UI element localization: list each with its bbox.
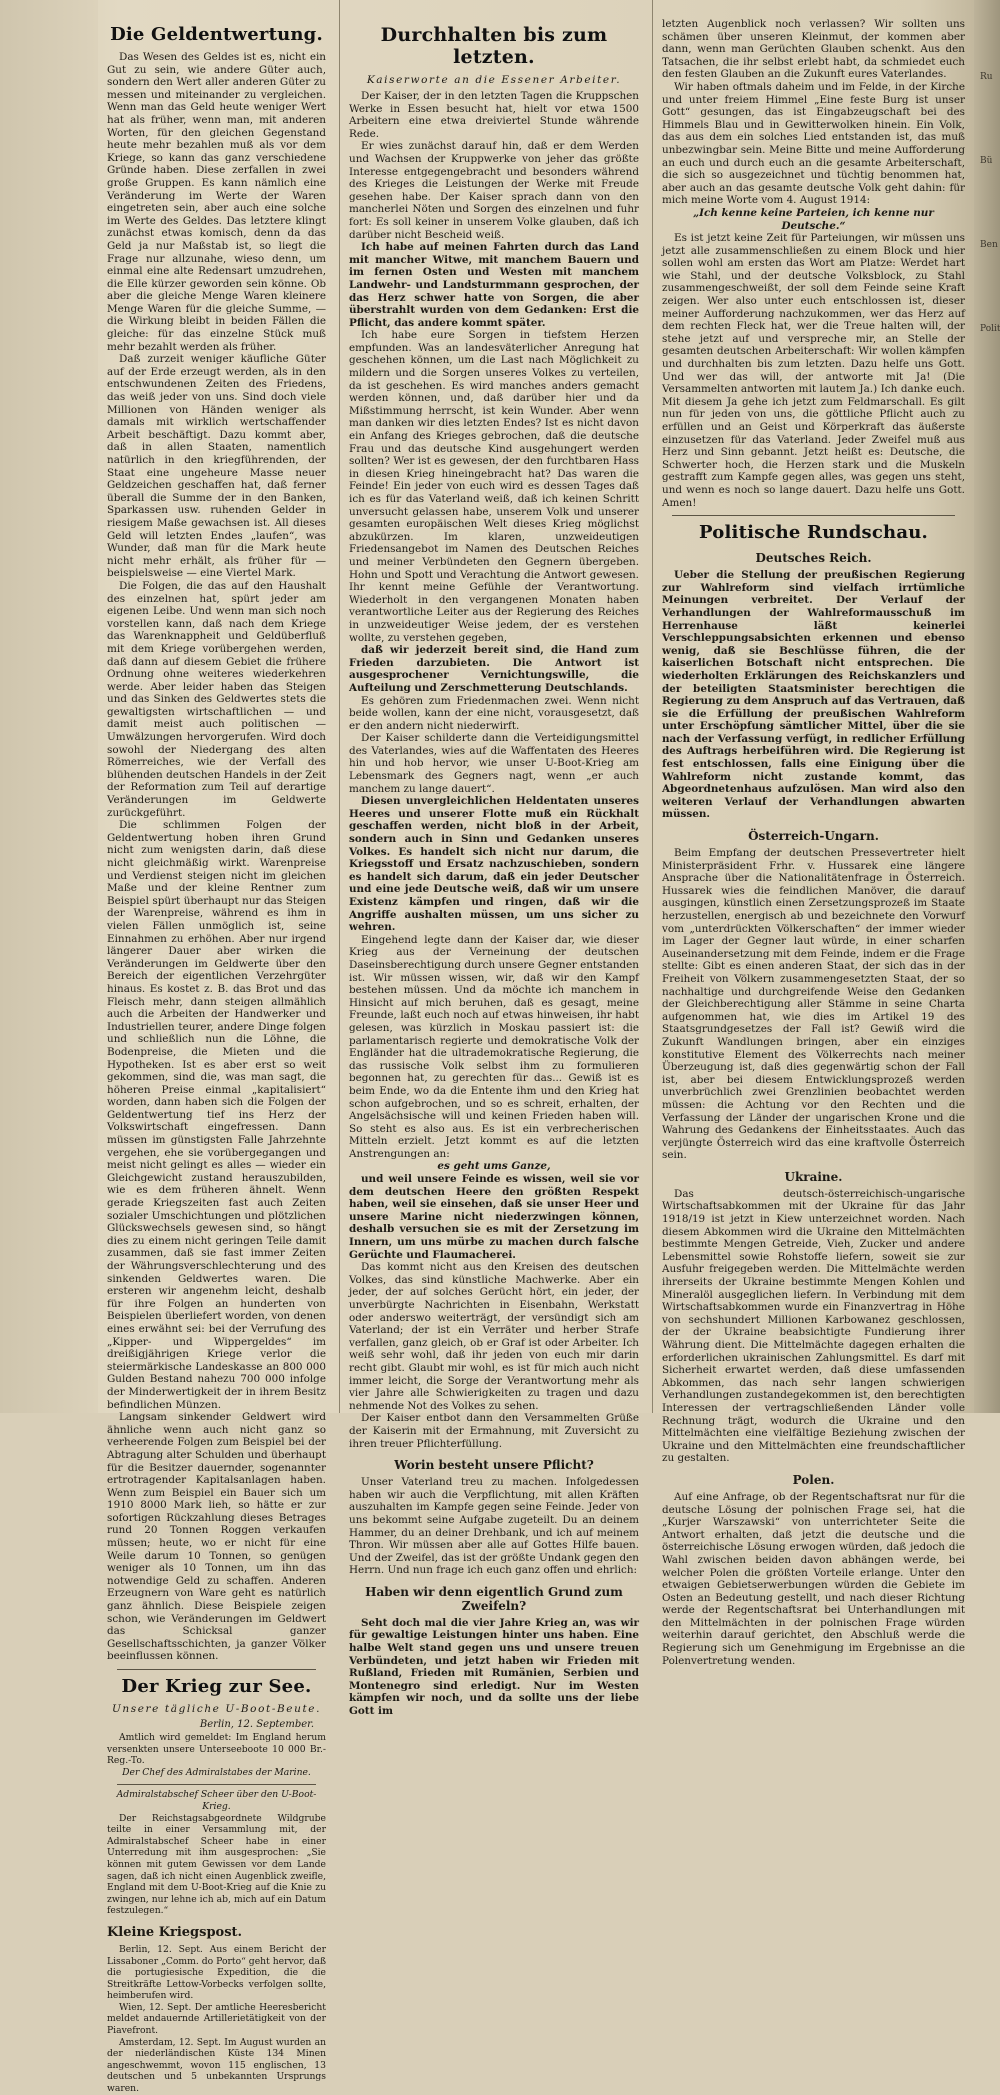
page-margin [0, 0, 98, 1413]
paragraph: Das kommt nicht aus den Kreisen des deutschen Volkes, das sind künstliche Machwerke. Aber ein jeder, der auf solches Gerücht hört, ein jeder, der unverbürgte Nachrichten in Eisenbahn, Werkstatt oder anderswo weiterträgt, der versündigt sich am Vaterland; der ist ein Verräter und herber Strafe verfallen, ganz gleich, ob er Graf ist oder Arbeiter. Ich weiß sehr wohl, daß ihr jeden von euch mir darin recht gibt. Glaubt mir wohl, es ist für mich auch nicht immer leicht, die Sorge der Verantwortung mehr als vier Jahre alle Schwierigkeiten zu tragen und dazu nehmende Not des Volkes zu sehen. [349, 1261, 639, 1412]
article-title-politische-rundschau: Politische Rundschau. [699, 522, 928, 544]
paragraph-emphasis: und weil unsere Feinde es wissen, weil sie vor dem deutschen Heere den größten Respekt haben, weil sie einsehen, daß sie unser Heer und unsere Marine nicht niederzwingen können, deshalb versuchen sie es mit der Zersetzung im Innern, um uns mürbe zu machen durch falsche Gerüchte und Flaumacherei. [349, 1173, 639, 1261]
paragraph: Eingehend legte dann der Kaiser dar, wie dieser Krieg aus der Verneinung der deutschen Daseinsberechtigung durch unsere Gegner entstanden ist. Wir müssen wissen, wir, daß wir den Kampf bestehen müssen. Und da möchte ich manchem in Hinsicht auf mich beruhen, daß es gesagt, meine Freunde, laßt euch noch auf etwas hinweisen, ihr habt gelesen, was kürzlich in Moskau passiert ist: die parlamentarisch regierte und demokratische Volk der Engländer hat die ultrademokratische Regierung, die das russische Volk selbst ihm zu formulieren begonnen hat, zu gerechten für das... Gewiß ist es beim Ende, wo da die Entente ihm und den Krieg hat schon aufgebrochen, und so es schreit, erhalten, der Angelsächsische will und keinen Frieden haben will. So steht es also aus. Es ist ein verbrecherischen Mitteln erzielt. Jetzt kommt es auf die letzten Anstrengungen an: [349, 933, 639, 1160]
edge-text: Ben [980, 240, 998, 250]
paragraph-emphasis: Ueber die Stellung der preußischen Regierung zur Wahlreform sind vielfach irrtümliche Meinungen verbreitet. Der Verlauf der Verhandlungen der Wahlreformausschuß im Herrenhause läßt keinerlei Verschleppungsabsichten erkennen und ebenso wenig, daß sie Beschlüsse führen, die der kaiserlichen Botschaft nicht entsprechen. Die wiederholten Erklärungen des Reichskanzlers und der beteiligten Staatsminister berechtigen die Regierung zu dem Anspruch auf das Vertrauen, daß sie die Erfüllung der preußischen Wahlreform unter Erschöpfung sämtlicher Mittel, über die sie nach der Verfassung verfügt, in redlicher Erfüllung des Auftrags herbeiführen wird. Die Regierung ist fest entschlossen, falls eine Einigung über die Wahlreform nicht zustande kommt, das Abgeordnetenhaus aufzulösen. Man wird also den weiteren Verlauf der Verhandlungen abwarten müssen. [662, 569, 965, 821]
paragraph: Wir haben oftmals daheim und im Felde, in der Kirche und unter freiem Himmel „Eine feste Burg ist unser Gott“ gesungen, das ist Eingabzeugschaft bei des Himmels Blau und in Gewitterwolken hinein. Ein Volk, das aus dem ein solches Lied entstanden ist, das muß unbezwingbar sein. Meine Bitte und meine Aufforderung an euch und durch euch an die gesamte Arbeiterschaft, die sich so ausgezeichnet und tüchtig benommen hat, aber auch an das gesamte deutsche Volk geht dahin: für mich meine Worte vom 4. August 1914: [662, 80, 965, 207]
section-heading-kriegspost: Kleine Kriegspost. [107, 1924, 243, 1940]
paragraph: Die schlimmen Folgen der Geldentwertung hoben ihren Grund nicht zum wenigsten darin, daß diese nicht gleichmäßig wirkt. Warenpreise und Verdienst steigen nicht im gleichen Maße und der kleine Rentner zum Beispiel spürt überhaupt nur das Steigen der Warenpreise, während es ihm in vielen Fällen unmöglich ist, seine Einnahmen zu erhöhen. Aber nur irgend längerer Dauer aber wirken die Veränderungen im Geldwerte über den Bereich der eigentlichen Verzehrgüter hinaus. Es kostet z. B. das Brot und das Fleisch mehr, dann steigen allmählich auch die Arbeiten der Handwerker und Industriellen teurer, andere Dinge folgen und schließlich nun die Löhne, die Bodenpreise, die Mieten und die Hypotheken. Ist es aber erst so weit gekommen, sind die, was man sagt, die höheren Preise einmal „kapitalisiert“ worden, dann haben sich die Folgen der Geldentwertung tief ins Herz der Volkswirtschaft eingefressen. Dann müssen im günstigsten Falle Jahrzehnte vergehen, ehe sie vorübergegangen und meist nicht gelingt es alles — wieder ein Gleichgewicht zustand herauszubilden, wie es dem früheren ähnelt. Wenn gerade Kriegszeiten fast auch Zeiten sozialer Umschichtungen und plötzlichen Glückswechsels gewesen sind, so hängt dies zu einem nicht geringen Teile damit zusammen, daß sie fast immer Zeiten der Währungsverschlechterung und des sinkenden Geldwertes waren. Die ersteren wir angenehm leicht, deshalb für ihre Folgen an hunderten von Beispielen überliefert worden, von denen eines erwähnt sei: bei der Verrufung des „Kipper- und Wippergeldes“ im dreißigjährigen Kriege verlor die steiermärkische Landeskasse an 800 000 Gulden Bestand nahezu 700 000 infolge der Minderwertigkeit der in ihrem Besitz befindlichen Münzen. [107, 819, 326, 1411]
section-heading-zweifeln: Haben wir denn eigentlich Grund zum Zweifeln? [365, 1584, 623, 1613]
article-title-durchhalten: Durchhalten bis zum letzten. [380, 24, 608, 68]
section-heading-oesterreich-ungarn: Österreich-Ungarn. [748, 829, 879, 844]
paragraph: Ich habe eure Sorgen in tiefstem Herzen empfunden. Was an landesväterlicher Anregung hat geschehen können, um die Last nach Möglichkeit zu mildern und die Sorgen unseres Volkes zu verteilen, da ist geschehen. Es wird manches anders gemacht werden können, und, daß darüber hier und da Mißstimmung herrscht, ist kein Wunder. Aber wenn man danken wir dies letzten Endes? Ist es nicht davon ein Anfang des Krieges gebrochen, daß die deutsche Frau und das deutsche Kind ausgehungert werden sollten? Wer ist es gewesen, der den furchtbaren Hass in diesen Krieg hineingebracht hat? Das waren die Feinde! Ein jeder von euch wird es dessen Tages daß ich es für das Vaterland weiß, daß ich keinen Schritt unversucht gelassen habe, unserem Volk und unserer gesamten europäischen Welt dieses Krieg möglichst abzukürzen. Im klaren, unzweideutigen Friedensangebot im Namen des Deutschen Reiches und meiner Verbündeten den Gegnern übergeben. Hohn und Spott und Verachtung die Antwort gewesen. Ihr kennt meine Gefühle der Verantwortung. Wiederholt in den vergangenen Monaten haben verantwortliche Leiter aus der Regierung des Reiches in unzweideutiger Weise jedem, der es verstehen wollte, zu verstehen gegeben, [349, 329, 639, 644]
paragraph-emphasis: Seht doch mal die vier Jahre Krieg an, was wir für gewaltige Leistungen hinter uns haben. Eine halbe Welt stand gegen uns und unsere treuen Verbündeten, und jetzt haben wir Frieden mit Rußland, Frieden mit Rumänien, Serbien und Montenegro sind erledigt. Nur im Westen kämpfen wir noch, und da sollte uns der liebe Gott im [349, 1616, 639, 1718]
column-middle [339, 0, 648, 1718]
paragraph: Daß zurzeit weniger käufliche Güter auf der Erde erzeugt werden, als in den entschwundenen Zeiten des Friedens, das weiß jeder von uns. Sind doch viele Millionen von Händen weniger als damals mit wirklich wertschaffender Arbeit beschäftigt. Dazu kommt aber, daß in allen Staaten, namentlich natürlich in den kriegführenden, der Staat eine ungeheure Masse neuer Geldzeichen geschaffen hat, daß ferner überall die Summe der in den Banken, Sparkassen usw. ruhenden Gelder in riesigem Maße gewachsen ist. All dieses Geld will letzten Endes „laufen“, was Wunder, daß man für die Mark heute nicht mehr erhält, als früher für — beispielsweise — eine Viertel Mark. [107, 353, 326, 580]
paragraph-emphasis: daß wir jederzeit bereit sind, die Hand zum Frieden darzubieten. Die Antwort ist ausgesprochener Vernichtungswille, die Aufteilung und Zerschmetterung Deutschlands. [349, 644, 639, 694]
divider [117, 1784, 316, 1785]
section-heading-pflicht: Worin besteht unsere Pflicht? [394, 1458, 594, 1473]
paragraph: Der Kaiser schilderte dann die Verteidigungsmittel des Vaterlandes, wies auf die Waffentaten des Heeres hin und hob hervor, wie unser U-Boot-Krieg am Lebensmark des Gegners nagt, wenn „er auch manchem zu lange dauert“. [349, 732, 639, 795]
paragraph: Das deutsch-österreichisch-ungarische Wirtschaftsabkommen mit der Ukraine für das Jahr 1918/19 ist jetzt in Kiew unterzeichnet worden. Nach diesem Abkommen wird die Ukraine den Mittelmächten bestimmte Mengen Getreide, Vieh, Zucker und andere Lebensmittel sowie Rohstoffe liefern, soweit sie zur Ausfuhr freigegeben werden. Die Mittelmächte werden ihrerseits der Ukraine bestimmte Mengen Kohlen und Mineralöl ausgeglichen liefern. In Verbindung mit dem Wirtschaftsabkommen wurde ein Finanzvertrag in Höhe von sechshundert Millionen Karbowanez geschlossen, der der Ukraine beabsichtigte Fundierung ihrer Währung dient. Die Mittelmächte dagegen erhalten die erforderlichen ukrainischen Zahlungsmittel. Es darf mit Sicherheit erwartet werden, daß diese umfassenden Abkommen, das nach sehr langen schwierigen Verhandlungen zustandegekommen ist, den berechtigten Interessen der vertragschließenden Länder volle Rechnung trägt, wodurch die Ukraine und den Mittelmächten eine vielfältige Beziehung zwischen der Ukraine und den Mittelmächten eine freundschaftlicher zu gestalten. [662, 1187, 965, 1465]
article-title-krieg-zur-see: Der Krieg zur See. [121, 1676, 312, 1697]
paragraph: Amtlich wird gemeldet: Im England herum versenkten unsere Unterseeboote 10 000 Br.-Reg.-To. [107, 1732, 326, 1767]
paragraph: Das Wesen des Geldes ist es, nicht ein Gut zu sein, wie andere Güter auch, sondern den Wert aller anderen Güter zu messen und miteinander zu vergleichen. Wenn man das Geld heute weniger Wert hat als früher, wenn man, mit anderen Worten, für den gleichen Gegenstand heute mehr bezahlen muß als vor dem Kriege, so kann das ganz verschiedene Gründe haben. Diese zerfallen in zwei große Gruppen. Es kann nämlich eine Veränderung im Werte der Waren eingetreten sein, aber auch eine solche im Werte des Geldes. Das letztere klingt zunächst etwas komisch, denn da das Geld ja nur Maßstab ist, so liegt die Frage nur allzunahe, wieso denn, um einmal eine alte Redensart umzudrehen, die Elle kürzer geworden sein könne. Ob aber die gleiche Menge Waren kleinere Menge Waren für die gleiche Summe, — die Wirkung bleibt in beiden Fällen die gleiche: für das einzelne Stück muß mehr bezahlt werden als früher. [107, 51, 326, 353]
dateline: Berlin, 12. September. [199, 1719, 314, 1730]
paragraph: Auf eine Anfrage, ob der Regentschaftsrat nur für die deutsche Lösung der polnischen Frage sei, hat die „Kurjer Warszawski“ von unterrichteter Seite die Antwort erhalten, daß jetzt die deutsche und die österreichische Lösung erwogen würden, daß jedoch die Wahl zwischen beiden davon abhängen werde, bei welcher Polen die größten Vorteile erlange. Unter den etwaigen Gebietserwerbungen würden die Gebiete im Osten an Bedeutung gestellt, und nach dieser Richtung werde der Regentschaftsrat bei Unterhandlungen mit den Mittelmächten in der polnischen Frage würden weiterhin darauf gerichtet, den Abschluß werde die Regierung sich um Genehmigung im Ergebnisse an die Polenvertretung wenden. [662, 1490, 965, 1667]
edge-text: Polit [980, 324, 1000, 334]
article-subtitle: Unsere tägliche U-Boot-Beute. [111, 1703, 322, 1715]
paragraph: letzten Augenblick noch verlassen? Wir sollten uns schämen über unseren Kleinmut, der kommen aber dann, wenn man Gerüchten Glauben schenkt. Aus den Tatsachen, die ihr selbst erlebt habt, da schmiedet euch den festen Glauben an die Zukunft eures Vaterlandes. [662, 18, 965, 81]
section-heading: Admiralstabschef Scheer über den U-Boot-Krieg. [116, 1789, 317, 1812]
paragraph: Der Kaiser entbot dann den Versammelten Grüße der Kaiserin mit der Ermahnung, mit Zuversicht zu ihren treuer Pflichterfüllung. [349, 1412, 639, 1450]
paragraph: Der Kaiser, der in den letzten Tagen die Kruppschen Werke in Essen besucht hat, hielt vor etwa 1500 Arbeitern eine etwa dreiviertel Stunde währende Rede. [349, 90, 639, 140]
edge-text: Bü [980, 156, 993, 166]
adjacent-page-edge [974, 0, 1000, 1413]
quote-line: „Ich kenne keine Parteien, ich kenne nur Deutsche.“ [693, 206, 934, 232]
section-heading-polen: Polen. [792, 1472, 835, 1487]
article-title-geldentwertung: Die Geldentwertung. [110, 24, 323, 45]
paragraph: Es ist jetzt keine Zeit für Parteiungen, wir müssen uns jetzt alle zusammenschließen zu einem Block und hier sollen wohl am ersten das Wort am Platze: Werdet hart wie Stahl, und der deutsche Volksblock, zu Stahl zusammengeschweißt, der soll dem Feinde seine Kraft zeigen. Wer also unter euch entschlossen ist, dieser meiner Aufforderung nachzukommen, wer das Herz auf dem rechten Fleck hat, wer die Treue halten will, der stehe jetzt auf und verspreche mir, an Stelle der gesamten deutschen Arbeiterschaft: Wir wollen kämpfen und durchhalten bis zum letzten. Dazu helfe uns Gott. Und wer das will, der antworte mit Ja! (Die Versammelten antworten mit lautem Ja.) Ich danke euch. Mit diesem Ja gehe ich jetzt zum Feldmarschall. Es gilt nun für jeden von uns, die göttliche Pflicht auch zu erfüllen und an Geist und Körperkraft das äußerste einzusetzen für das Vaterland. Jeder Zweifel muß aus Herz und Sinn gebannt. Jetzt heißt es: Deutsche, die Schwerter hoch, die Herzen stark und die Muskeln gestrafft zum Kampfe gegen alles, was gegen uns steht, und wenn es noch so lange dauert. Dazu helfe uns Gott. Amen! [662, 232, 965, 509]
signature-line: Der Chef des Admiralstabes der Marine. [122, 1766, 311, 1778]
column-right [652, 0, 974, 1667]
quote-line: es geht ums Ganze, [437, 1160, 551, 1173]
column-left [98, 0, 335, 2095]
paragraph: Er wies zunächst darauf hin, daß er dem Werden und Wachsen der Kruppwerke von jeher das größte Interesse entgegengebracht und besonders während des Krieges die Leistungen der Werke mit Freude gesehen habe. Der Kaiser sprach dann von den mancherlei Nöten und Sorgen des einzelnen und fuhr fort: Es soll keiner in unserem Volke glauben, daß ich darüber nicht Bescheid weiß. [349, 140, 639, 241]
paragraph: Beim Empfang der deutschen Pressevertreter hielt Ministerpräsident Frhr. v. Hussarek eine längere Ansprache über die Nationalitätenfrage in Österreich. Hussarek wies die feindlichen Manöver, die darauf ausgingen, künstlich einen Zersetzungsprozeß im Staate herzustellen, energisch ab und bezeichnete den Vorwurf vom „unterdrückten Völkerschaften“ der immer wieder im Lager der Gegner laut würde, in einer scharfen Auseinandersetzung mit dem Feinde, indem er die Frage stellte: Gibt es einen anderen Staat, der sich das in der Freiheit von Völkern zusammengesetzten Staat, der so nachhaltige und durchgreifende Weise den Gedanken der Gleichberechtigung aller Stämme in seine Charta aufgenommen hat, wie dies im Artikel 19 des Staatsgrundgesetzes der Fall ist? Gewiß wird die Zukunft Wandlungen bringen, aber ein einziges konstitutive Element des Völkerrechts nach meiner Überzeugung ist, daß dies gegenwärtig schon der Fall ist, aber bei diesem Entwicklungsprozeß werden unverbrüchlich zwei Grenzlinien beobachtet werden müssen: die Achtung vor den Rechten und die Verfassung der Länder der ungarischen Krone und die Wahrung des Gedankens der Einheitsstaates. Auch das verjüngte Österreich wird das eine kraftvolle Österreich sein. [662, 847, 965, 1162]
article-subtitle: Kaiserworte an die Essener Arbeiter. [366, 74, 622, 86]
section-heading-deutsches-reich: Deutsches Reich. [755, 551, 872, 566]
paragraph: Langsam sinkender Geldwert wird ähnliche wenn auch nicht ganz so verheerende Folgen zum Beispiel bei der Abtragung alter Schulden und überhaupt für die Besitzer dauernder, sogenannter ertrotragender Kapitalsanlagen haben. Wenn zum Beispiel ein Bauer sich um 1910 8000 Mark lieh, so hätte er zur sofortigen Rückzahlung dieses Betrages rund 20 Tonnen Roggen verkaufen müssen; heute, wo er nicht für eine Weile darum 10 Tonnen, so genügen weniger als 10 Tonnen, um ihn das notwendige Geld zu schaffen. Anderen Erzeugnern von Ware geht es natürlich ganz ähnlich. Diese Beispiele zeigen schon, wie Veränderungen im Geldwert das Schicksal ganzer Gesellschaftsschichten, ja ganzer Völker beeinflussen können. [107, 1411, 326, 1663]
divider [117, 1669, 316, 1670]
paragraph-emphasis: Diesen unvergleichlichen Heldentaten unseres Heeres und unserer Flotte muß ein Rückhalt geschaffen werden, nicht bloß in der Arbeit, sondern auch in Sinn und Gedanken unseres Volkes. Es handelt sich nicht nur darum, die Kriegsstoff und Ersatz nachzuschieben, sondern es handelt sich darum, daß ein jeder Deutscher und eine jede Deutsche weiß, daß wir um unsere Existenz kämpfen und ringen, daß wir die Angriffe aushalten müssen, um uns sicher zu wehren. [349, 795, 639, 934]
paragraph: Die Folgen, die das auf den Haushalt des einzelnen hat, spürt jeder am eigenen Leibe. Und wenn man sich noch vorstellen kann, daß nach dem Kriege das Warenknappheit und Geldüberfluß mit dem Kriege vorübergehen werden, daß dann auf diesem Gebiet die frühere Ordnung ohne weiteres wiederkehren werde. Aber leider haben das Steigen und das Sinken des Geldwertes stets die gewaltigsten wirtschaftlichen — und damit meist auch politischen — Umwälzungen hervorgerufen. Wird doch sowohl der Niedergang des alten Römerreiches, wie der Verfall des blühenden deutschen Handels in der Zeit der Reformation zum Teil auf derartige Veränderungen im Geldwerte zurückgeführt. [107, 579, 326, 819]
paragraph: Es gehören zum Friedenmachen zwei. Wenn nicht beide wollen, kann der eine nicht, vorausgesetzt, daß er den andern nicht niederwirft. [349, 694, 639, 732]
paragraph: Der Reichstagsabgeordnete Wildgrube teilte in einer Versammlung mit, der Admiralstabschef Scheer habe in einer Unterredung mit ihm ausgesprochen: „Sie können mit gutem Gewissen vor dem Lande sagen, daß ich nicht einen Augenblick zweifle, England mit dem U-Boot-Krieg auf die Knie zu zwingen, nur lehne ich ab, mich auf ein Datum festzulegen.“ [107, 1812, 326, 1917]
news-item: Amsterdam, 12. Sept. Im August wurden an der niederländischen Küste 134 Minen angeschwemmt, wovon 115 englischen, 13 deutschen und 5 unbekannten Ursprungs waren. [107, 2036, 326, 2095]
paragraph: Unser Vaterland treu zu machen. Infolgedessen haben wir auch die Verpflichtung, mit allen Kräften auszuhalten im Kampfe gegen seine Feinde. Jeder von uns bekommt seine Aufgabe zugeteilt. Du an deinem Hammer, du an deiner Drehbank, und ich auf meinem Thron. Wir müssen aber alle auf Gottes Hilfe bauen. Und der Zweifel, das ist der größte Undank gegen den Herrn. Und nun frage ich euch ganz offen und ehrlich: [349, 1476, 639, 1577]
news-item: Berlin, 12. Sept. Aus einem Bericht der Lissaboner „Comm. do Porto“ geht hervor, daß die portugiesische Expedition, die die Streitkräfte Lettow-Vorbecks verfolgen sollte, heimberufen wird. [107, 1943, 326, 2002]
news-item: Wien, 12. Sept. Der amtliche Heeresbericht meldet andauernde Artillerietätigkeit von der Piavefront. [107, 2001, 326, 2037]
section-heading-ukraine: Ukraine. [784, 1169, 843, 1184]
divider [672, 515, 955, 516]
paragraph-emphasis: Ich habe auf meinen Fahrten durch das Land mit mancher Witwe, mit manchem Bauern und im fernen Osten und Westen mit manchem Landwehr- und Landsturmmann gesprochen, der das Herz schwer hatte von Sorgen, die aber überstrahlt wurden von dem Gedanken: Erst die Pflicht, das andere kommt später. [349, 241, 639, 329]
edge-text: Ru [980, 72, 993, 82]
